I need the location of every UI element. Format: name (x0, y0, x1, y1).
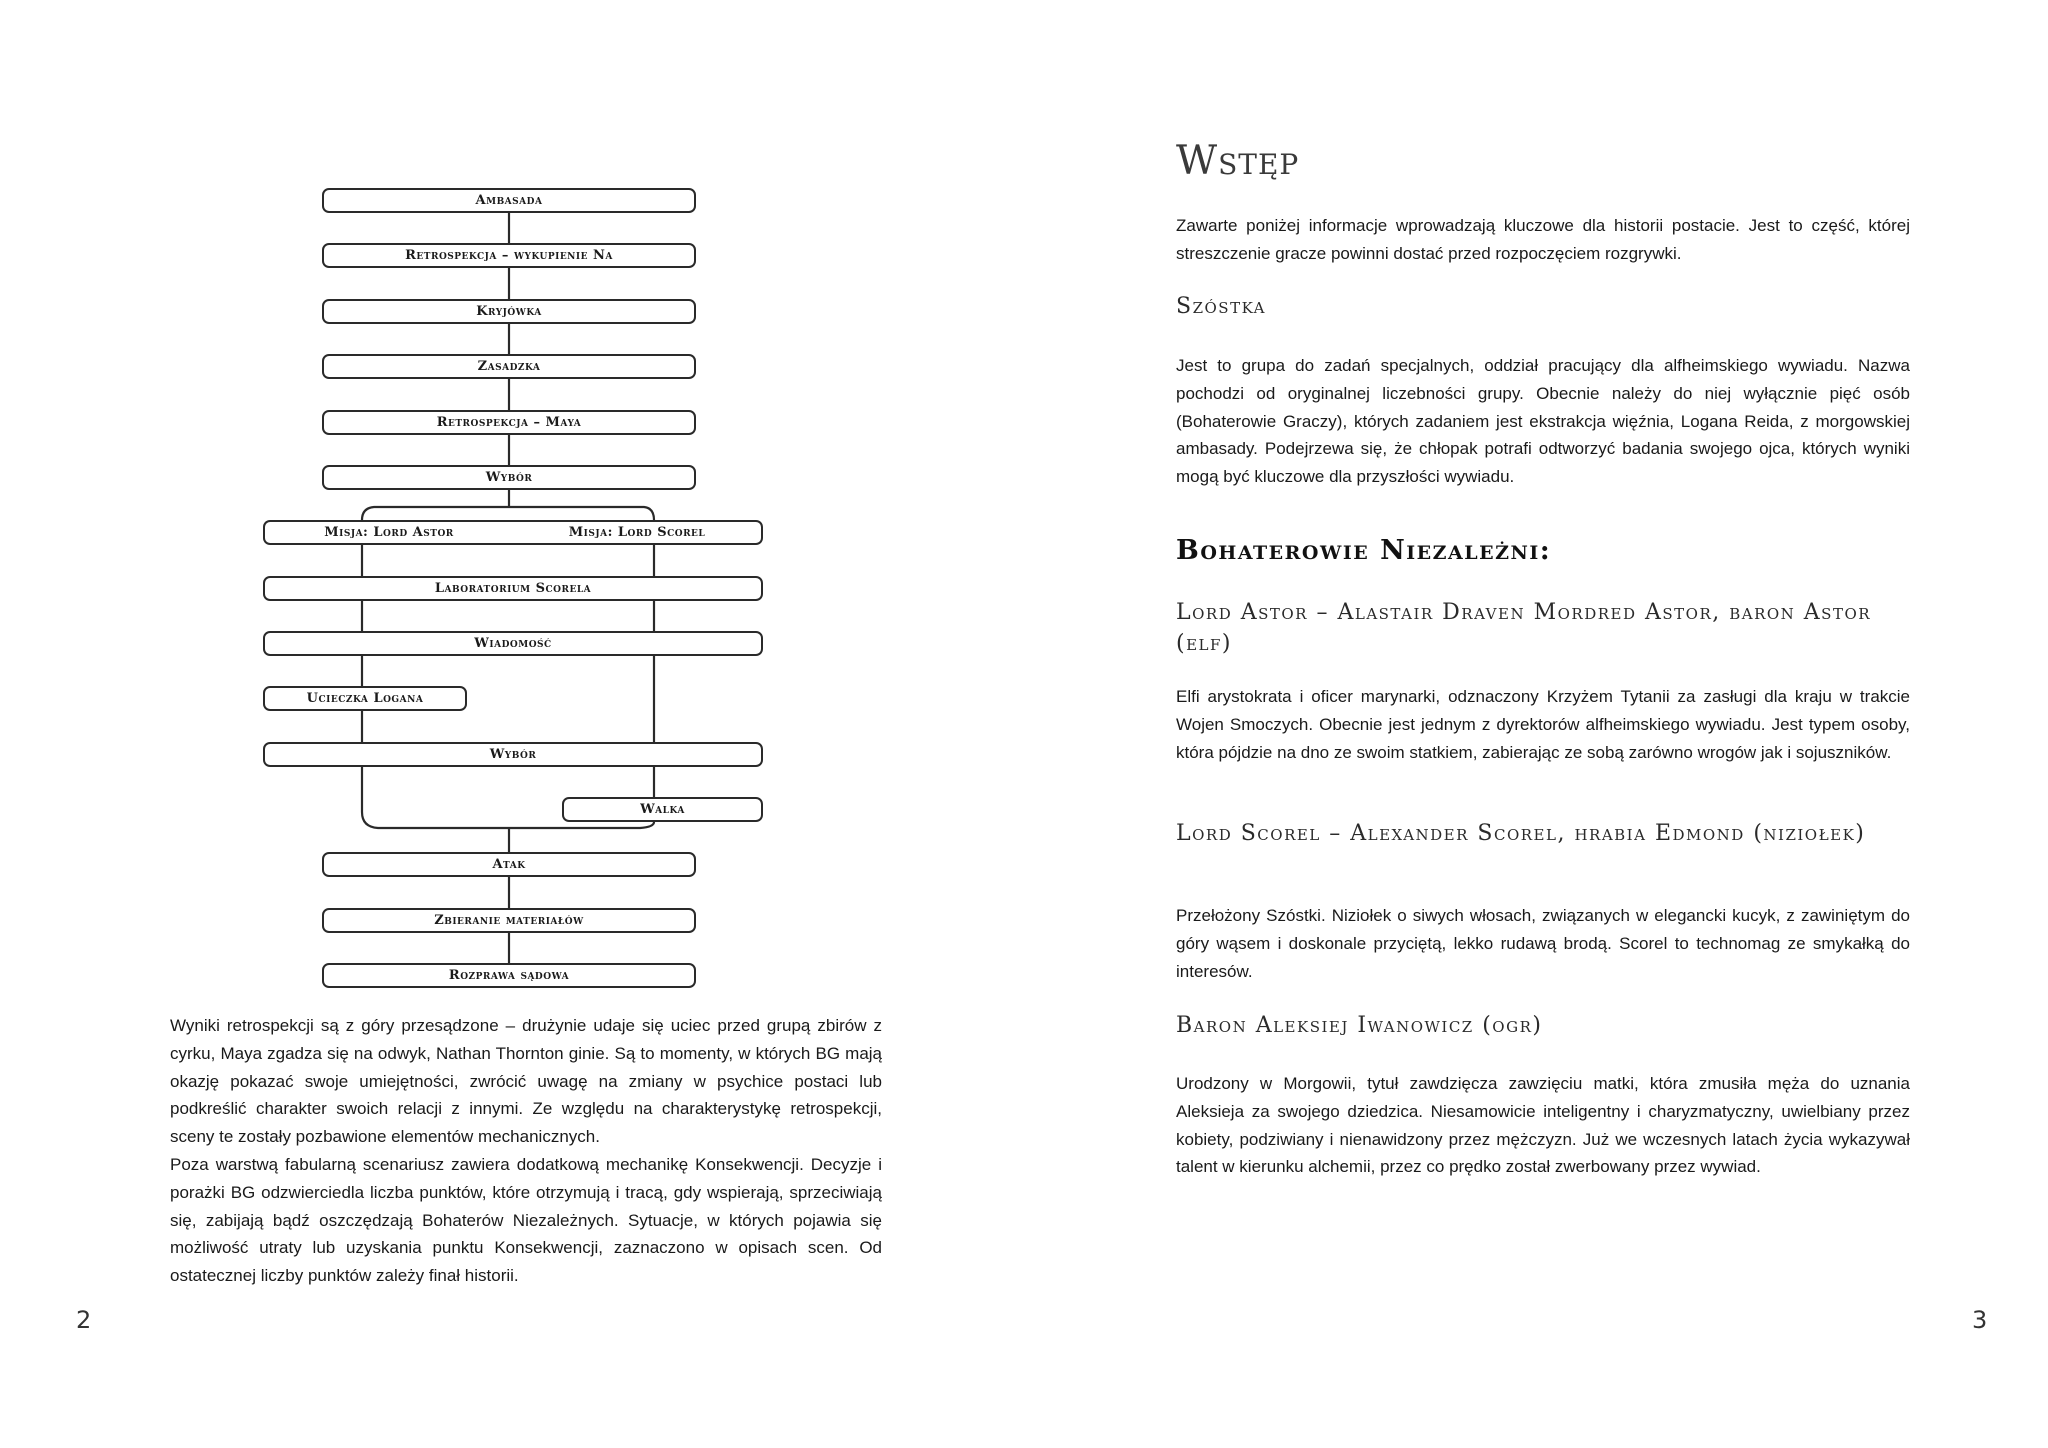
flow-node-wiadomosc: Wiadomość (263, 631, 763, 656)
npc-text-baron-iwanowicz: Urodzony w Morgowii, tytuł zawdzięcza zawzięciu matki, która zmusiła męża do uznania Aleksieja za swojego dziedzica. Niesamowicie inteligentny i charyzmatyczny, uwielbiany przez kobiety, podziwiany i nienawidzony przez mężczyzn. Już we wczesnych latach życia wykazywał talent w kierunku alchemii, przez co prędko został zwerbowany przez wywiad. (1176, 1074, 1910, 1177)
flow-node-kryjowka: Kryjówka (322, 299, 696, 324)
npc-text-lord-astor: Elfi arystokrata i oficer marynarki, odznaczony Krzyżem Tytanii za zasługi dla kraju w trakcie Wojen Smoczych. Obecnie jest jednym z dyrektorów alfheimskiego wywiadu. Jest typem osoby, która pójdzie na dno ze swoim statkiem, zabierając ze sobą zarówno wrogów jak i sojuszników. (1176, 687, 1910, 762)
flow-node-wybor-1: Wybór (322, 465, 696, 490)
szostka-paragraph: Jest to grupa do zadań specjalnych, oddział pracujący dla alfheimskiego wywiadu. Nazwa pochodzi od oryginalnej liczebności grupy. Obecnie należy do niej wyłącznie pięć osób (Bohaterowie Graczy), których zadaniem jest ekstrakcja więźnia, Logana Reida, z morgowskiej ambasady. Podejrzewa się, że chłopak potrafi odtworzyć badania swojego ojca, których wyniki mogą być kluczowe dla przyszłości wywiadu. (1176, 356, 1910, 487)
retrospection-paragraph: Wyniki retrospekcji są z góry przesądzone – drużynie udaje się uciec przed grupą zbirów z cyrku, Maya zgadza się na odwyk, Nathan Thornton ginie. Są to momenty, w których BG mają okazję pokazać swoje umiejętności, zwrócić uwagę na zmiany w psychice postaci lub podkreślić charakter swoich relacji z innymi. Ze względu na charakterystykę retrospekcji, sceny te zostały pozbawione elementów mechanicznych. (170, 1016, 882, 1147)
flow-node-ucieczka-logana: Ucieczka Logana (263, 686, 467, 711)
flow-node-wybor-2: Wybór (263, 742, 763, 767)
flow-node-walka: Walka (562, 797, 763, 822)
flow-node-retrospekcja-maya: Retrospekcja – Maya (322, 410, 696, 435)
flow-node-atak: Atak (322, 852, 696, 877)
flow-node-rozprawa-sadowa: Rozprawa sądowa (322, 963, 696, 988)
flow-node-misja-astor: Misja: Lord Astor (263, 520, 513, 545)
page-number-left: 2 (76, 1306, 92, 1334)
flow-node-misja-scorel: Misja: Lord Scorel (513, 520, 763, 545)
intro-paragraph: Zawarte poniżej informacje wprowadzają kluczowe dla historii postacie. Jest to część, której streszczenie gracze powinni dostać przed rozpoczęciem rozgrywki. (1176, 216, 1910, 263)
flow-node-laboratorium: Laboratorium Scorela (263, 576, 763, 601)
flow-node-retrospekcja-na: Retrospekcja – wykupienie Na (322, 243, 696, 268)
right-page (1024, 0, 2048, 1448)
page-number-right: 3 (1972, 1306, 1988, 1334)
npc-name-lord-scorel: Lord Scorel – Alexander Scorel, hrabia Edmond (niziołek) (1176, 821, 1866, 846)
left-page-body (170, 1012, 882, 1290)
section-title-wstep: Wstęp (1176, 138, 1300, 184)
heading-szostka: Szóstka (1176, 294, 1267, 319)
npc-text-lord-scorel: Przełożony Szóstki. Niziołek o siwych włosach, związanych w elegancki kucyk, z zawiniętym do góry wąsem i doskonale przyciętą, lekko rudawą brodą. Scorel to technomag ze smykałką do interesów. (1176, 906, 1910, 981)
consequences-paragraph: Poza warstwą fabularną scenariusz zawiera dodatkową mechanikę Konsekwencji. Decyzje i porażki BG odzwierciedla liczba punktów, które otrzymują i tracą, gdy wspierają, sprzeciwiają się, zabijają bądź oszczędzają Bohaterów Niezależnych. Sytuacje, w których pojawia się możliwość utraty lub uzyskania punktu Konsekwencji, zaznaczono w opisach scen. Od ostatecznej liczby punktów zależy finał historii. (170, 1154, 882, 1286)
flow-node-ambasada: Ambasada (322, 188, 696, 213)
npc-name-lord-astor: Lord Astor – Alastair Draven Mordred Astor, baron Astor (elf) (1176, 600, 1872, 656)
scenario-flowchart (0, 0, 1024, 1020)
flow-node-zasadzka: Zasadzka (322, 354, 696, 379)
heading-bohaterowie-niezalezni: Bohaterowie Niezależni: (1176, 535, 1552, 566)
npc-name-baron-iwanowicz: Baron Aleksiej Iwanowicz (ogr) (1176, 1013, 1543, 1038)
flow-node-zbieranie-materialow: Zbieranie materiałów (322, 908, 696, 933)
